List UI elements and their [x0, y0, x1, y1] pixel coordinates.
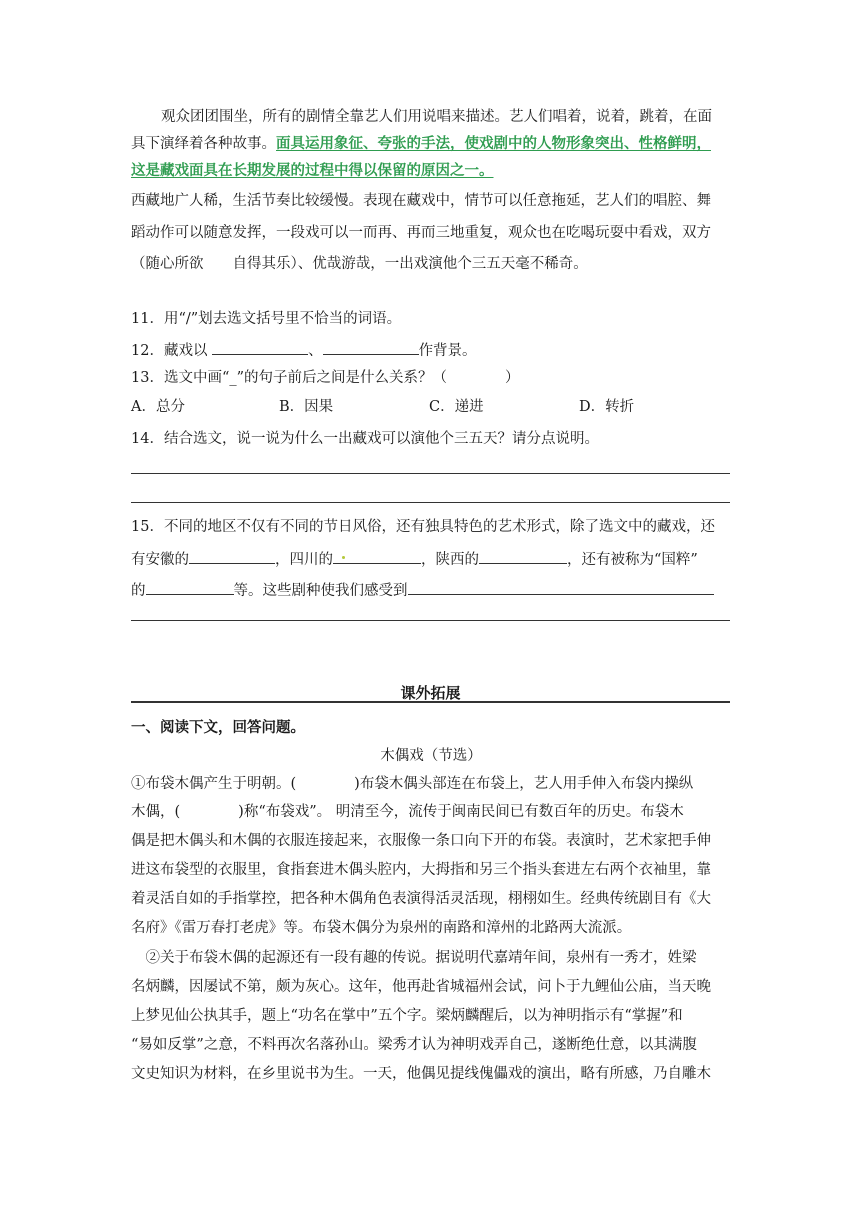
question-text: 的 [131, 583, 146, 599]
passage-text: 具下演绎着各种故事。 [131, 136, 276, 152]
answer-blank[interactable] [212, 339, 308, 355]
passage-line [131, 223, 731, 243]
section-divider [131, 701, 730, 703]
question-15-line-3 [131, 579, 731, 601]
question-14 [131, 429, 731, 449]
answer-line[interactable] [131, 502, 730, 503]
article-line: 进这布袋型的衣服里，食指套进木偶头腔内，大拇指和另三个指头套进左右两个衣袖里，靠 [131, 862, 711, 878]
question-text: ，陕西的 [421, 552, 479, 568]
article-line: 名府》《雷万春打老虎》等。布袋木偶分为泉州的南路和漳州的北路两大流派。 [131, 920, 632, 936]
article-line: 木偶，( )称“布袋戏”。 明清至今，流传于闽南民间已有数百年的历史。布袋木 [131, 804, 684, 820]
answer-blank[interactable] [408, 579, 714, 595]
article-line: ②关于布袋木偶的起源还有一段有趣的传说。据说明代嘉靖年间，泉州有一秀才，姓梁 [131, 950, 697, 966]
question-11 [131, 309, 731, 329]
question-15 [131, 517, 731, 537]
answer-blank[interactable] [333, 548, 421, 564]
passage-line [131, 254, 731, 274]
question-15-line-2 [131, 548, 731, 570]
question-13 [131, 368, 731, 388]
article-line: 文史知识为材料，在乡里说书为生。一天，他偶见提线傀儡戏的演出，略有所感，乃自雕木 [131, 1066, 711, 1082]
option-b[interactable]: B．因果 [279, 399, 334, 415]
question-text: ，四川的 [275, 552, 333, 568]
option-d[interactable]: D．转折 [579, 399, 635, 415]
passage-line [131, 134, 731, 154]
passage-text: 西藏地广人稀，生活节奏比较缓慢。表现在藏戏中，情节可以任意拖延，艺人们的唱腔、舞 [131, 193, 711, 209]
article-title: 木偶戏（节选） [380, 748, 482, 764]
answer-line[interactable] [131, 620, 730, 621]
article-line: 名炳麟，因屡试不第，颇为灰心。这年，他再赴省城福州会试，问卜于九鲤仙公庙，当天晚 [131, 979, 711, 995]
passage-text: 蹈动作可以随意发挥，一段戏可以一而再、再而三地重复，观众也在吃喝玩耍中看戏，双方 [131, 225, 711, 241]
passage-line [131, 191, 731, 211]
part-title: 一、阅读下文，回答问题。 [131, 720, 305, 736]
question-12 [131, 339, 731, 361]
question-text: 14．结合选文，说一说为什么一出藏戏可以演他个三五天？请分点说明。 [131, 431, 599, 447]
highlighted-sentence: 这是藏戏面具在长期发展的过程中得以保留的原因之一。 [131, 162, 494, 179]
option-c[interactable]: C．递进 [429, 399, 484, 415]
question-text: 11．用“/”划去选文括号里不恰当的词语。 [131, 311, 402, 327]
answer-blank[interactable] [479, 548, 567, 564]
question-text: 等。这些剧种使我们感受到 [233, 583, 408, 599]
answer-blank[interactable] [323, 339, 419, 355]
article-line: 上梦见仙公执其手，题上“功名在掌中”五个字。梁炳麟醒后，以为神明指示有“掌握”和 [131, 1008, 683, 1024]
stray-mark [342, 556, 345, 559]
question-text: 12．藏戏以 [131, 343, 213, 359]
question-text: 15．不同的地区不仅有不同的节日风俗，还有独具特色的艺术形式，除了选文中的藏戏，还 [131, 519, 715, 535]
article-line: ①布袋木偶产生于明朝。( )布袋木偶头部连在布袋上，艺人用手伸入布袋内操纵 [131, 776, 694, 792]
section-title: 课外拓展 [400, 684, 461, 702]
question-text: 13．选文中画“_”的句子前后之间是什么关系？（ ） [131, 370, 520, 386]
passage-line [131, 161, 731, 181]
highlighted-sentence: 面具运用象征、夸张的手法，使戏剧中的人物形象突出、性格鲜明， [276, 135, 711, 152]
passage-text: 观众团团围坐，所有的剧情全靠艺人们用说唱来描述。艺人们唱着，说着，跳着，在面 [161, 109, 712, 125]
question-text: 、 [308, 343, 323, 359]
answer-line[interactable] [131, 473, 730, 474]
question-text: 作背景。 [418, 343, 477, 359]
article-line: 着灵活自如的手指掌控，把各种木偶角色表演得活灵活现，栩栩如生。经典传统剧目有《大 [131, 891, 711, 907]
option-a[interactable]: A．总分 [131, 399, 185, 415]
question-text: 有安徽的 [131, 552, 189, 568]
answer-blank[interactable] [189, 548, 275, 564]
answer-blank[interactable] [146, 579, 234, 595]
question-text: ，还有被称为“国粹” [567, 552, 698, 568]
passage-text: （随心所欲 自得其乐）、优哉游哉，一出戏演他个三五天毫不稀奇。 [131, 256, 588, 272]
article-line: “易如反掌”之意，不料再次名落孙山。梁秀才认为神明戏弄自己，遂断绝仕意，以其满腹 [131, 1037, 697, 1053]
article-line: 偶是把木偶头和木偶的衣服连接起来，衣服像一条口向下开的布袋。表演时，艺术家把手伸 [131, 833, 711, 849]
passage-line [131, 107, 731, 127]
